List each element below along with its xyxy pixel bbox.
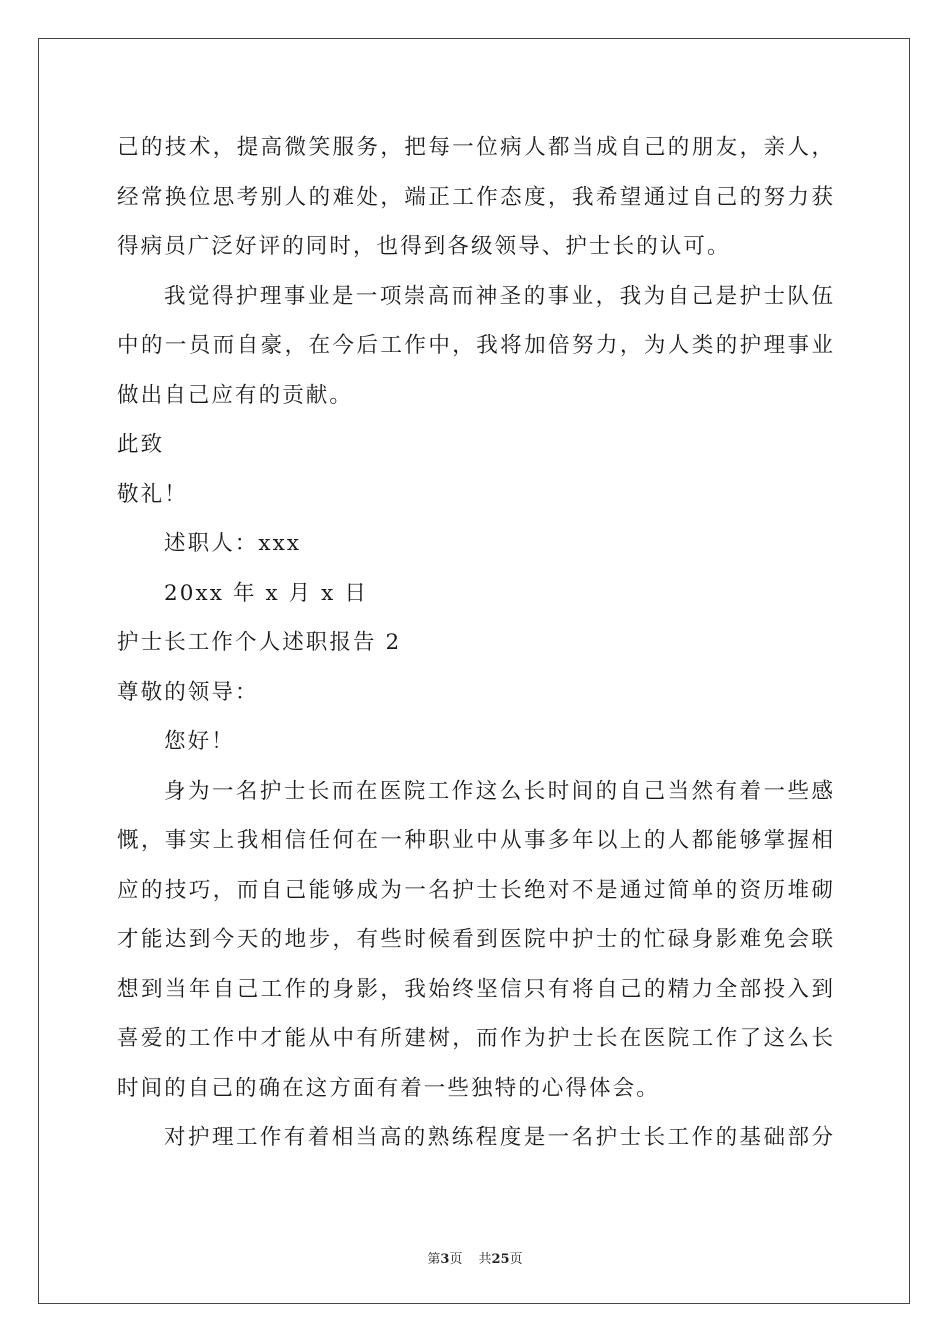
signer-line: 述职人：xxx <box>164 531 302 556</box>
text-line: 想到当年自己工作的身影，我始终坚信只有将自己的精力全部投入到 <box>117 976 833 1002</box>
text-line: 喜爱的工作中才能从中有所建树，而作为护士长在医院工作了这么长 <box>117 1026 833 1051</box>
text-line: 得病员广泛好评的同时，也得到各级领导、护士长的认可。 <box>117 234 731 259</box>
text-line: 慨，事实上我相信任何在一种职业中从事多年以上的人都能够掌握相 <box>117 828 833 853</box>
total-prefix: 共 <box>478 1252 492 1267</box>
document-body <box>117 123 837 1163</box>
date-line: 20xx 年 x 月 x 日 <box>164 580 368 606</box>
closing-line: 此致 <box>117 432 165 457</box>
text-line: 我觉得护理事业是一项崇高而神圣的事业，我为自己是护士队伍 <box>164 283 833 309</box>
text-line: 对护理工作有着相当高的熟练程度是一名护士长工作的基础部分 <box>164 1125 833 1150</box>
text-line: 身为一名护士长而在医院工作这么长时间的自己当然有着一些感 <box>164 778 833 804</box>
page-footer <box>0 1248 950 1267</box>
total-suffix: 页 <box>509 1252 523 1267</box>
text-line: 应的技巧，而自己能够成为一名护士长绝对不是通过简单的资历堆砌 <box>117 877 833 903</box>
total-pages: 25 <box>491 1252 510 1267</box>
page-prefix: 第 <box>427 1252 441 1267</box>
text-line: 时间的自己的确在这方面有着一些独特的心得体会。 <box>117 1075 660 1101</box>
text-line: 才能达到今天的地步，有些时候看到医院中护士的忙碌身影难免会联 <box>117 927 833 952</box>
page-number: 3 <box>440 1252 450 1267</box>
text-line: 中的一员而自豪，在今后工作中，我将加倍努力，为人类的护理事业 <box>117 333 833 358</box>
salutation-line: 尊敬的领导： <box>117 679 259 705</box>
text-line: 己的技术，提高微笑服务，把每一位病人都当成自己的朋友，亲人， <box>117 135 833 160</box>
greeting-line: 您好！ <box>164 729 235 754</box>
closing-line: 敬礼！ <box>117 481 188 507</box>
page-suffix: 页 <box>449 1252 463 1267</box>
text-line: 经常换位思考别人的难处，端正工作态度，我希望通过自己的努力获 <box>117 184 833 210</box>
text-line: 做出自己应有的贡献。 <box>117 382 354 408</box>
section-title: 护士长工作个人述职报告 2 <box>117 630 402 655</box>
